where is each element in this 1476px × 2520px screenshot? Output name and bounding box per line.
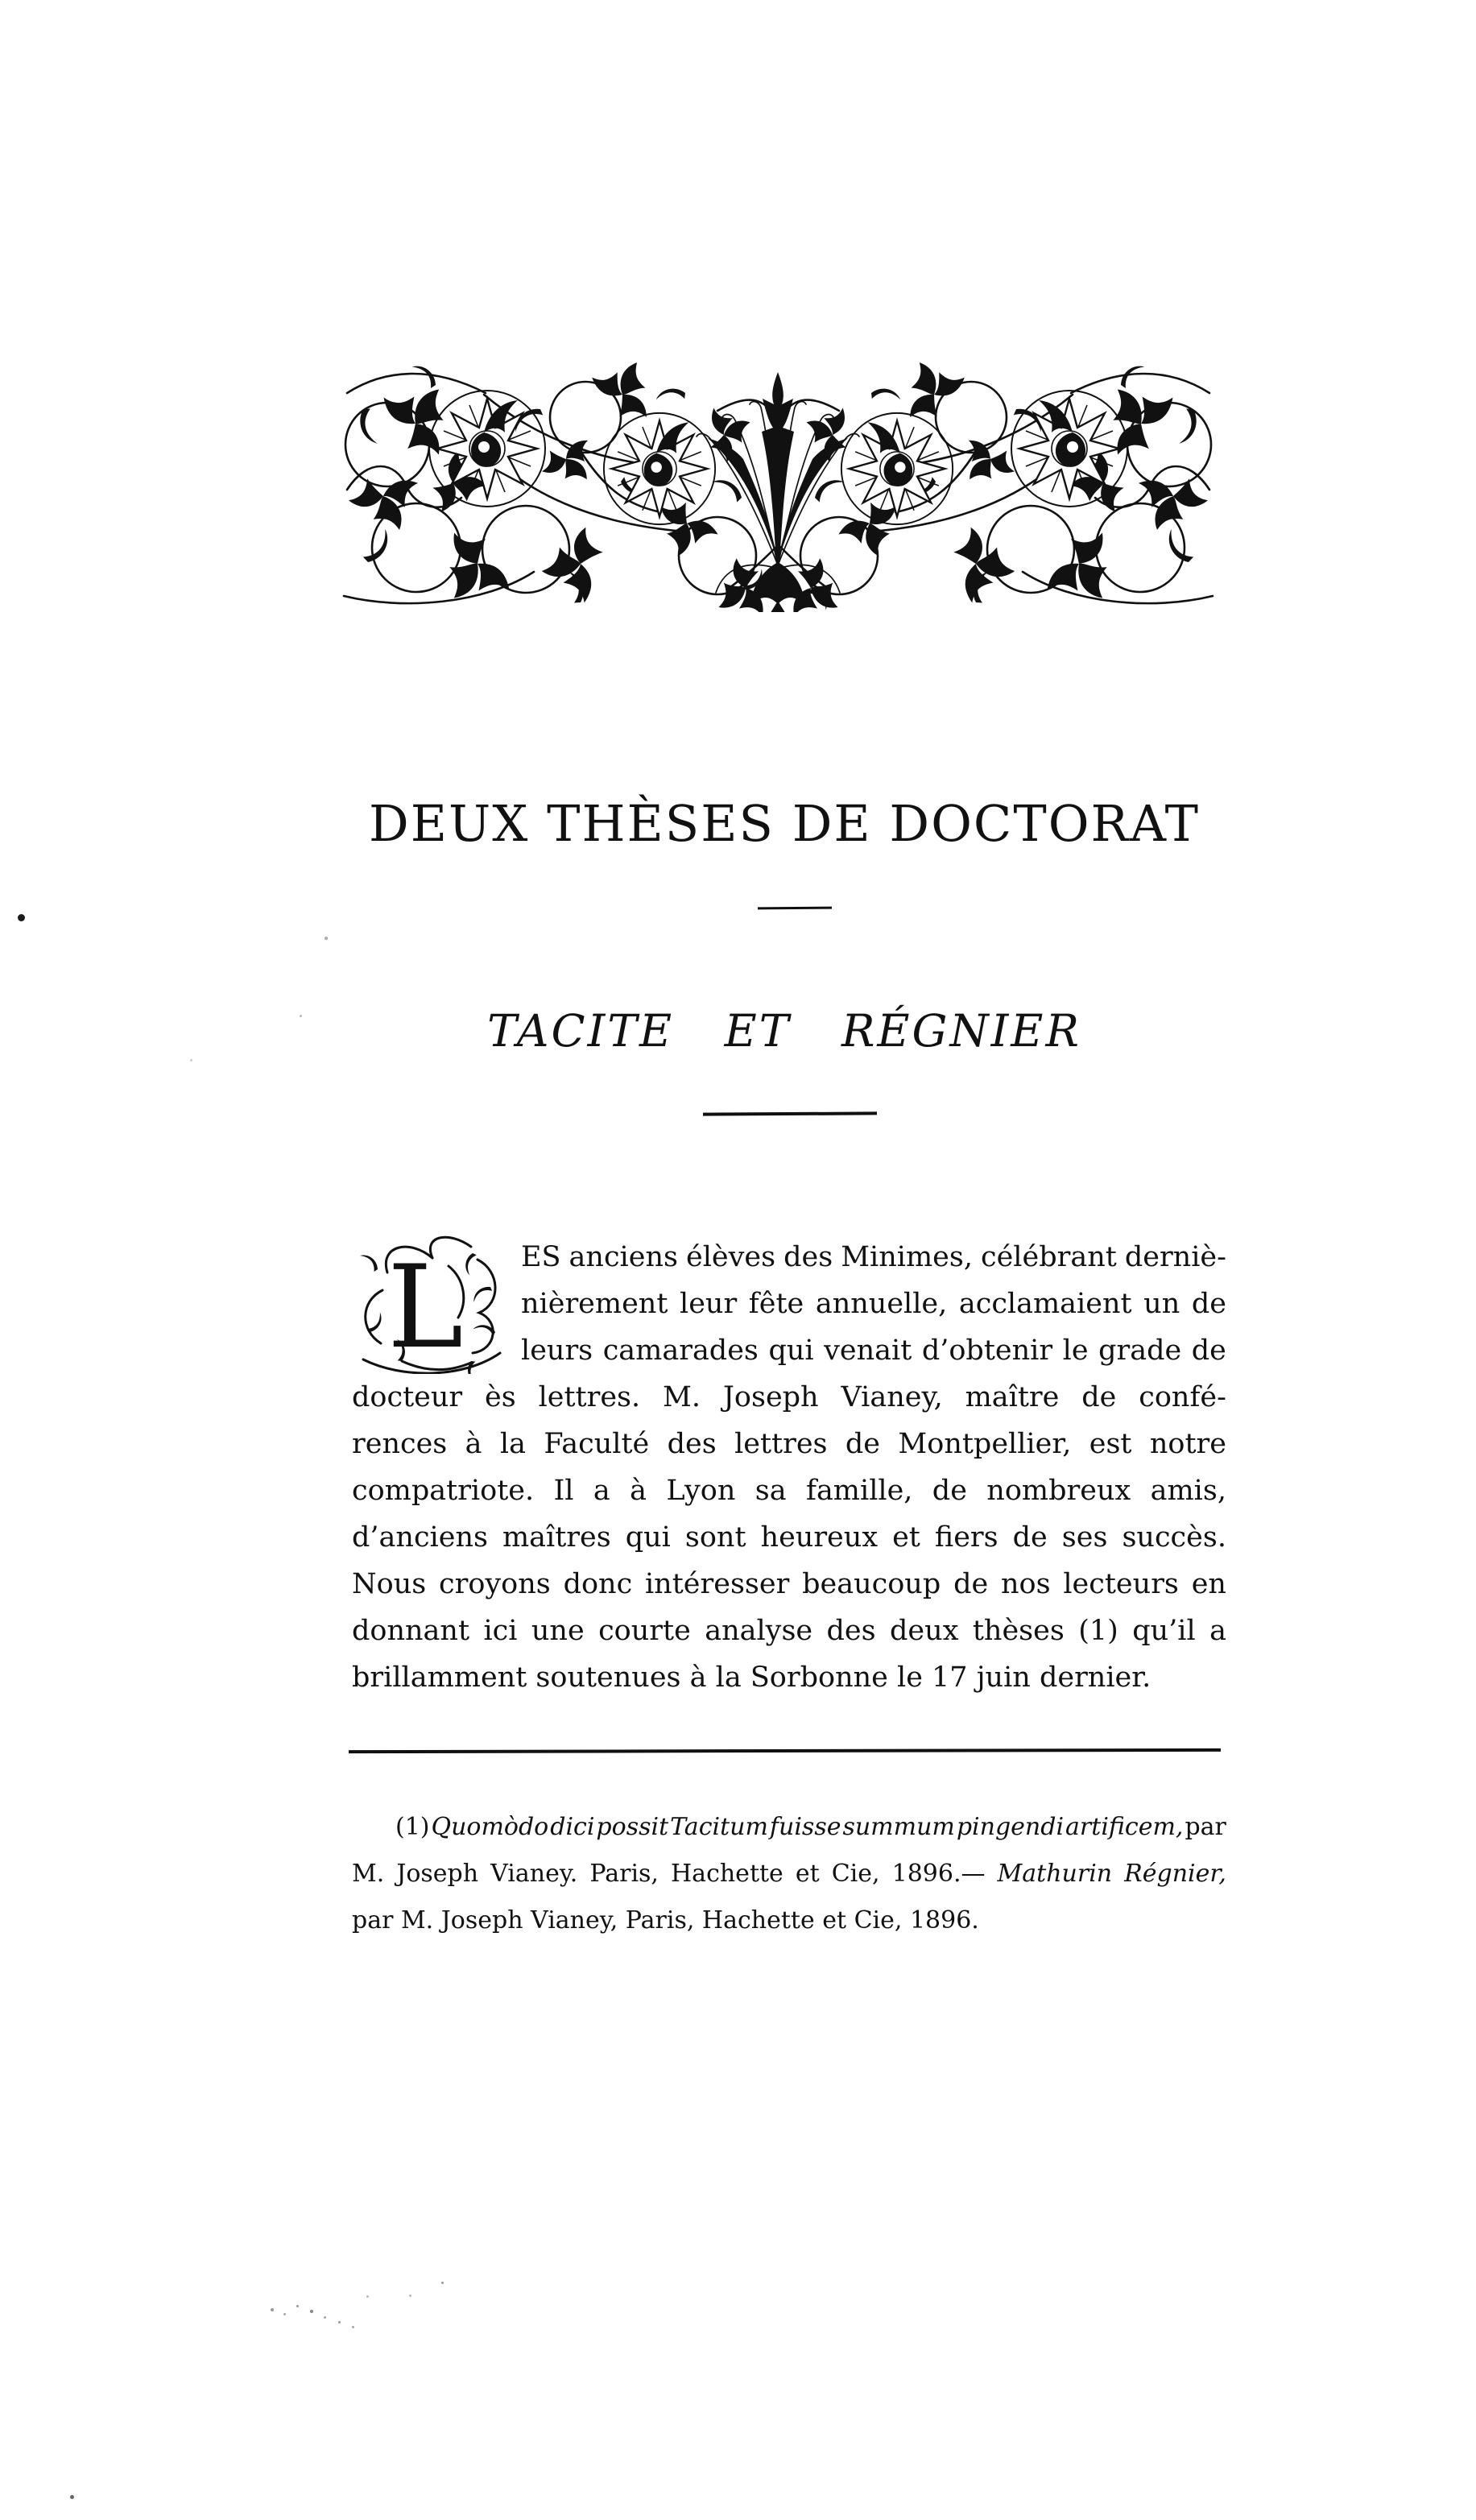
footnote: [352, 1804, 1226, 1944]
scan-speckle: [300, 1015, 302, 1017]
floral-headpiece-engraving: [339, 361, 1218, 612]
scan-speckle: [441, 2282, 444, 2284]
scan-speckle: [352, 2326, 354, 2328]
subtitle-divider: [703, 1111, 877, 1115]
scan-speckle: [190, 1059, 192, 1061]
body-line: rences à la Faculté des lettres de Montpellier, est notre: [352, 1428, 1226, 1460]
footnote-line-last: par M. Joseph Vianey, Paris, Hachette et Cie, 1896.: [352, 1906, 979, 1934]
footnote-rule: [349, 1748, 1221, 1753]
scan-speckle: [324, 2316, 326, 2319]
footnote-line: (1) Quomòdo dici possit Tacitum fuisse summum pingendi artificem, par: [395, 1813, 1226, 1841]
article-subtitle: TACITE ET RÉGNIER: [487, 1005, 1081, 1057]
scan-speckle: [18, 914, 25, 921]
body-paragraph: [352, 1234, 1226, 1701]
body-line: leurs camarades qui venait d’obtenir le grade de: [521, 1334, 1226, 1367]
scan-speckle: [70, 2495, 74, 2499]
scan-speckle: [310, 2310, 313, 2313]
scan-speckle: [296, 2305, 299, 2307]
scan-speckle: [409, 2294, 411, 2297]
scan-speckle: [271, 2308, 274, 2311]
title-divider: [758, 907, 832, 910]
body-line: nièrement leur fête annuelle, acclamaient un de: [521, 1288, 1226, 1320]
body-line: d’anciens maîtres qui sont heureux et fiers de ses succès.: [352, 1521, 1226, 1554]
page-title: DEUX THÈSES DE DOCTORAT: [369, 794, 1200, 853]
body-line: Nous croyons donc intéresser beaucoup de nos lecteurs en: [352, 1568, 1226, 1600]
scan-speckle: [283, 2313, 286, 2315]
footnote-line: M. Joseph Vianey. Paris, Hachette et Cie, 1896.— Mathurin Régnier,: [352, 1860, 1226, 1888]
drop-cap-letter: L: [387, 1241, 464, 1374]
scan-speckle: [338, 2321, 341, 2323]
scan-speckle: [366, 2295, 369, 2298]
body-line: ES anciens élèves des Minimes, célébrant derniè-: [521, 1241, 1226, 1273]
scan-speckle: [325, 937, 328, 940]
body-line: docteur ès lettres. M. Joseph Vianey, maître de confé-: [352, 1381, 1226, 1413]
ornate-drop-cap: [352, 1234, 510, 1374]
body-line: donnant ici une courte analyse des deux thèses (1) qu’il a: [352, 1615, 1226, 1647]
body-line-last: brillamment soutenues à la Sorbonne le 17 juin dernier.: [352, 1661, 1151, 1694]
body-line: compatriote. Il a à Lyon sa famille, de nombreux amis,: [352, 1475, 1226, 1507]
